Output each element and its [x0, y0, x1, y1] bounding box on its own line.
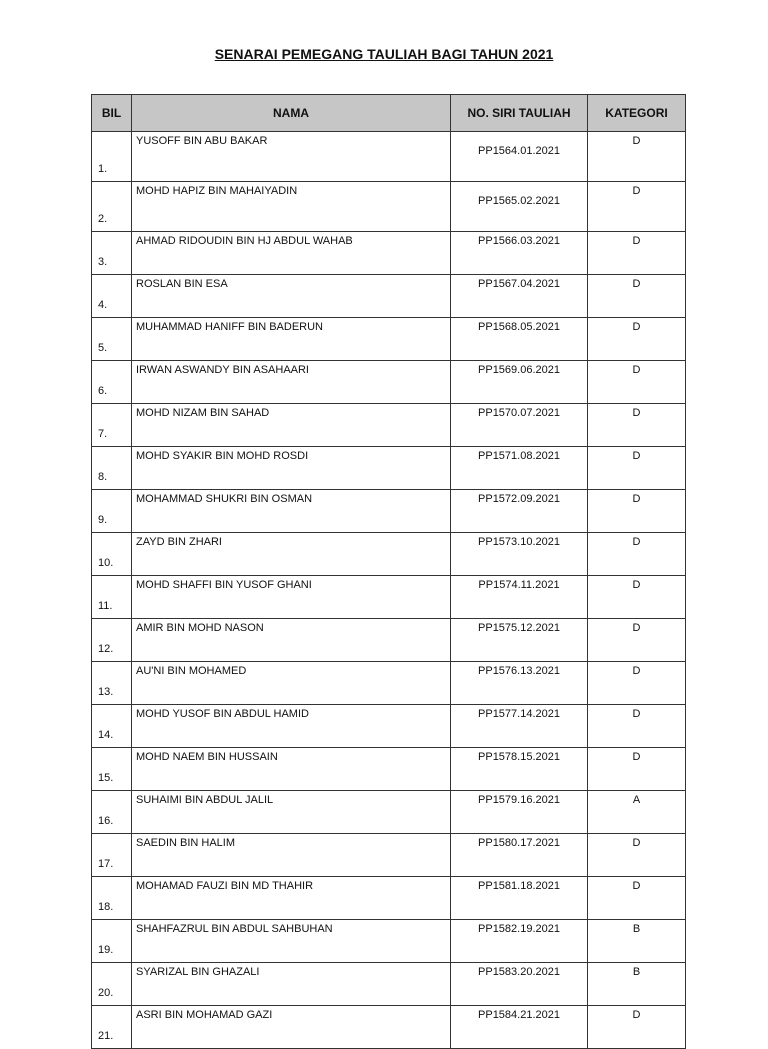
table-row [92, 533, 686, 576]
row-bil-cell: 7. [92, 404, 132, 447]
header-kategori: KATEGORI [588, 95, 686, 132]
row-kategori-cell: D [588, 132, 686, 182]
row-siri-cell: PP1580.17.2021 [451, 834, 588, 877]
row-bil-cell: 6. [92, 361, 132, 404]
row-siri-cell: PP1567.04.2021 [451, 275, 588, 318]
row-bil-cell: 8. [92, 447, 132, 490]
table-row [92, 791, 686, 834]
row-bil-cell: 15. [92, 748, 132, 791]
row-nama-cell: MOHD SHAFFI BIN YUSOF GHANI [132, 576, 451, 619]
row-bil-cell: 1. [92, 132, 132, 182]
header-nama: NAMA [132, 95, 451, 132]
table-row [92, 447, 686, 490]
row-bil-cell: 18. [92, 877, 132, 920]
table-row [92, 576, 686, 619]
table-header [92, 95, 686, 132]
row-siri-cell: PP1584.21.2021 [451, 1006, 588, 1049]
row-bil-cell: 5. [92, 318, 132, 361]
row-nama-cell: IRWAN ASWANDY BIN ASAHAARI [132, 361, 451, 404]
row-bil-cell: 3. [92, 232, 132, 275]
table-row [92, 404, 686, 447]
row-kategori-cell: D [588, 232, 686, 275]
row-kategori-cell: A [588, 791, 686, 834]
holders-table [91, 94, 686, 1049]
row-kategori-cell: B [588, 963, 686, 1006]
row-kategori-cell: D [588, 576, 686, 619]
row-bil-cell: 17. [92, 834, 132, 877]
row-siri-cell: PP1577.14.2021 [451, 705, 588, 748]
row-nama-cell: AMIR BIN MOHD NASON [132, 619, 451, 662]
table-row [92, 490, 686, 533]
row-nama-cell: MOHAMAD FAUZI BIN MD THAHIR [132, 877, 451, 920]
table-row [92, 619, 686, 662]
row-siri-cell: PP1575.12.2021 [451, 619, 588, 662]
table-row [92, 361, 686, 404]
row-bil-cell: 20. [92, 963, 132, 1006]
row-siri-cell: PP1568.05.2021 [451, 318, 588, 361]
row-siri-cell: PP1582.19.2021 [451, 920, 588, 963]
table-row [92, 182, 686, 232]
table-row [92, 275, 686, 318]
header-bil: BIL [92, 95, 132, 132]
row-kategori-cell: D [588, 877, 686, 920]
row-siri-cell: PP1569.06.2021 [451, 361, 588, 404]
row-bil-cell: 16. [92, 791, 132, 834]
document-title-text: SENARAI PEMEGANG TAULIAH BAGI TAHUN 2021 [214, 46, 554, 62]
row-kategori-cell: D [588, 361, 686, 404]
table-row [92, 132, 686, 182]
row-siri-cell: PP1581.18.2021 [451, 877, 588, 920]
row-kategori-cell: D [588, 404, 686, 447]
row-siri-cell: PP1579.16.2021 [451, 791, 588, 834]
table-row [92, 318, 686, 361]
row-nama-cell: SHAHFAZRUL BIN ABDUL SAHBUHAN [132, 920, 451, 963]
document-title [0, 46, 768, 62]
row-kategori-cell: D [588, 447, 686, 490]
row-kategori-cell: D [588, 705, 686, 748]
table-row [92, 705, 686, 748]
row-siri-cell: PP1583.20.2021 [451, 963, 588, 1006]
row-nama-cell: SYARIZAL BIN GHAZALI [132, 963, 451, 1006]
row-nama-cell: MUHAMMAD HANIFF BIN BADERUN [132, 318, 451, 361]
row-nama-cell: ROSLAN BIN ESA [132, 275, 451, 318]
row-nama-cell: AHMAD RIDOUDIN BIN HJ ABDUL WAHAB [132, 232, 451, 275]
row-kategori-cell: D [588, 275, 686, 318]
row-kategori-cell: D [588, 490, 686, 533]
table-row [92, 877, 686, 920]
row-bil-cell: 11. [92, 576, 132, 619]
row-nama-cell: MOHD HAPIZ BIN MAHAIYADIN [132, 182, 451, 232]
row-siri-cell: PP1572.09.2021 [451, 490, 588, 533]
table-row [92, 920, 686, 963]
table-row [92, 232, 686, 275]
row-bil-cell: 12. [92, 619, 132, 662]
row-nama-cell: ASRI BIN MOHAMAD GAZI [132, 1006, 451, 1049]
header-siri: NO. SIRI TAULIAH [451, 95, 588, 132]
row-kategori-cell: D [588, 1006, 686, 1049]
row-kategori-cell: D [588, 662, 686, 705]
row-bil-cell: 14. [92, 705, 132, 748]
table-body [92, 132, 686, 1049]
row-nama-cell: MOHD YUSOF BIN ABDUL HAMID [132, 705, 451, 748]
row-kategori-cell: D [588, 834, 686, 877]
table-row [92, 1006, 686, 1049]
row-siri-cell: PP1574.11.2021 [451, 576, 588, 619]
row-bil-cell: 4. [92, 275, 132, 318]
row-siri-cell: PP1573.10.2021 [451, 533, 588, 576]
row-nama-cell: MOHD NIZAM BIN SAHAD [132, 404, 451, 447]
row-nama-cell: MOHD SYAKIR BIN MOHD ROSDI [132, 447, 451, 490]
table-row [92, 662, 686, 705]
table-row [92, 963, 686, 1006]
header-row [92, 95, 686, 132]
row-siri-cell: PP1571.08.2021 [451, 447, 588, 490]
row-nama-cell: ZAYD BIN ZHARI [132, 533, 451, 576]
row-siri-cell: PP1570.07.2021 [451, 404, 588, 447]
row-bil-cell: 10. [92, 533, 132, 576]
row-kategori-cell: D [588, 748, 686, 791]
row-bil-cell: 13. [92, 662, 132, 705]
table-row [92, 834, 686, 877]
row-bil-cell: 21. [92, 1006, 132, 1049]
row-siri-cell: PP1564.01.2021 [451, 132, 588, 182]
row-nama-cell: MOHD NAEM BIN HUSSAIN [132, 748, 451, 791]
row-siri-cell: PP1576.13.2021 [451, 662, 588, 705]
row-kategori-cell: D [588, 318, 686, 361]
row-siri-cell: PP1578.15.2021 [451, 748, 588, 791]
row-siri-cell: PP1566.03.2021 [451, 232, 588, 275]
table-row [92, 748, 686, 791]
row-nama-cell: MOHAMMAD SHUKRI BIN OSMAN [132, 490, 451, 533]
row-nama-cell: YUSOFF BIN ABU BAKAR [132, 132, 451, 182]
row-nama-cell: AU'NI BIN MOHAMED [132, 662, 451, 705]
row-bil-cell: 19. [92, 920, 132, 963]
row-kategori-cell: D [588, 182, 686, 232]
row-bil-cell: 2. [92, 182, 132, 232]
row-nama-cell: SAEDIN BIN HALIM [132, 834, 451, 877]
row-kategori-cell: D [588, 619, 686, 662]
row-bil-cell: 9. [92, 490, 132, 533]
row-nama-cell: SUHAIMI BIN ABDUL JALIL [132, 791, 451, 834]
row-kategori-cell: D [588, 533, 686, 576]
row-kategori-cell: B [588, 920, 686, 963]
row-siri-cell: PP1565.02.2021 [451, 182, 588, 232]
